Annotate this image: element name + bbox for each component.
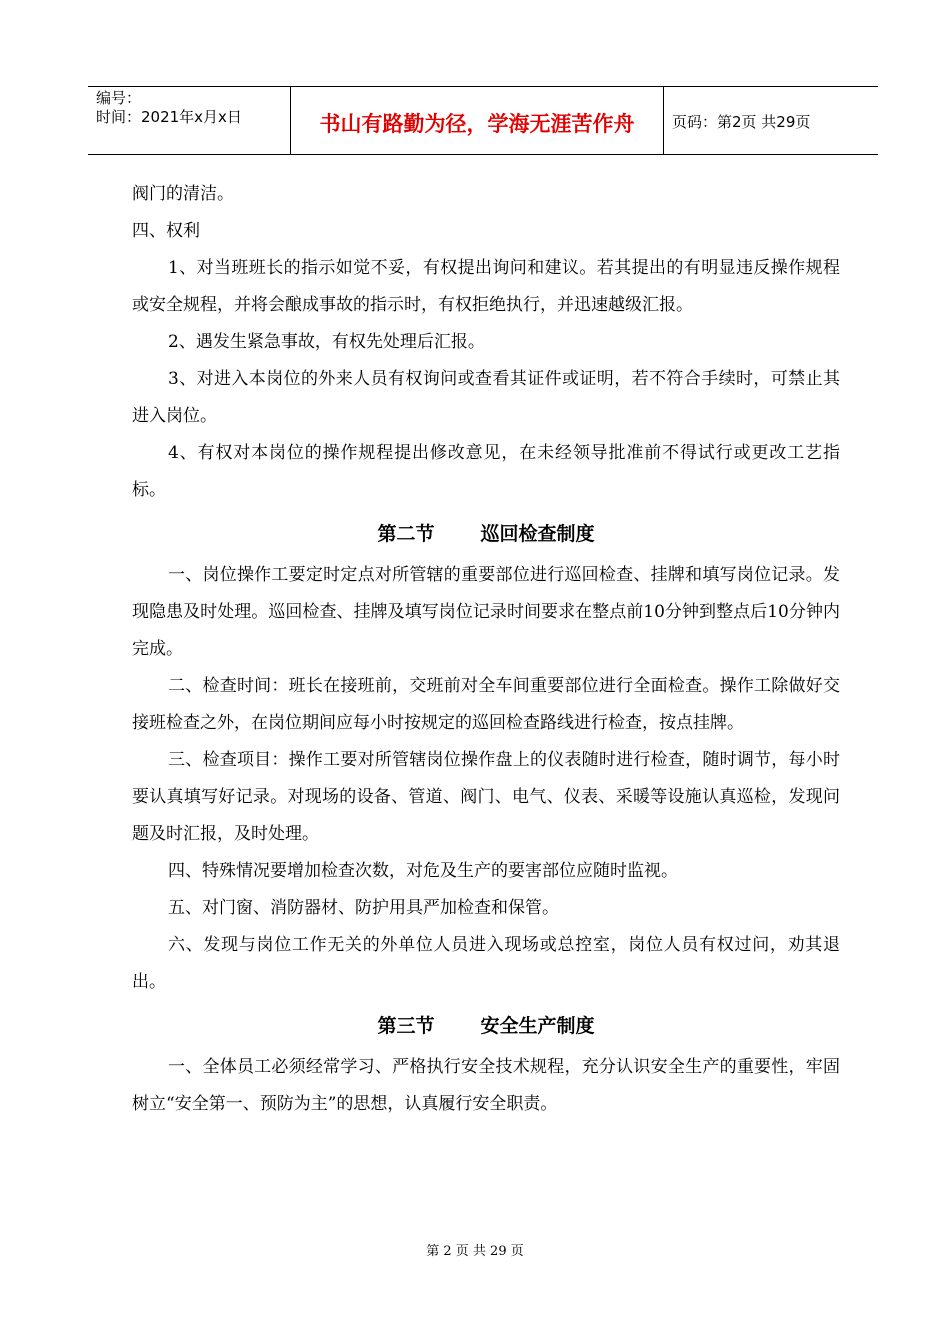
page-footer: 第 2 页 共 29 页 <box>426 1244 524 1259</box>
paragraph: 五、对门窗、消防器材、防护用具严加检查和保管。 <box>168 898 559 918</box>
paragraph: 2、遇发生紧急事故，有权先处理后汇报。 <box>168 332 485 352</box>
paragraph: 一、岗位操作工要定时定点对所管辖的重要部位进行巡回检查、挂牌和填写岗位记录。发现隐患及时处理。巡回检查、挂牌及填写岗位记录时间要求在整点前10分钟到整点后10分钟内完成。 <box>132 565 840 659</box>
time-label: 时间：2021年x月x日 <box>96 108 242 126</box>
section-number: 第二节 <box>377 523 435 545</box>
section-title-2 <box>132 513 840 555</box>
paragraph: 3、对进入本岗位的外来人员有权询问或查看其证件或证明，若不符合手续时，可禁止其进入岗位。 <box>132 369 840 426</box>
paragraph: 一、全体员工必须经常学习、严格执行安全技术规程，充分认识安全生产的重要性，牢固树立“安全第一、预防为主”的思想，认真履行安全职责。 <box>132 1057 840 1114</box>
document-header <box>88 86 878 155</box>
paragraph: 六、发现与岗位工作无关的外单位人员进入现场或总控室，岗位人员有权过问，劝其退出。 <box>132 935 840 992</box>
section-heading: 安全生产制度 <box>480 1015 595 1037</box>
paragraph: 阀门的清洁。 <box>132 184 234 204</box>
paragraph: 四、特殊情况要增加检查次数，对危及生产的要害部位应随时监视。 <box>168 861 678 881</box>
number-label: 编号： <box>96 89 142 107</box>
paragraph: 三、检查项目：操作工要对所管辖岗位操作盘上的仪表随时进行检查，随时调节，每小时要认真填写好记录。对现场的设备、管道、阀门、电气、仪表、采暖等设施认真巡检，发现问题及时汇报，及时处理。 <box>132 750 840 844</box>
paragraph: 二、检查时间：班长在接班前，交班前对全车间重要部位进行全面检查。操作工除做好交接班检查之外，在岗位期间应每小时按规定的巡回检查路线进行检查，按点挂牌。 <box>132 676 840 733</box>
header-meta-cell <box>88 87 291 154</box>
paragraph: 1、对当班班长的指示如觉不妥，有权提出询问和建议。若其提出的有明显违反操作规程或安全规程，并将会酿成事故的指示时，有权拒绝执行，并迅速越级汇报。 <box>132 258 840 315</box>
section-title-3 <box>132 1005 840 1047</box>
paragraph: 4、有权对本岗位的操作规程提出修改意见，在未经领导批准前不得试行或更改工艺指标。 <box>132 443 840 500</box>
motto-text: 书山有路勤为径，学海无涯苦作舟 <box>319 111 635 136</box>
section-heading: 巡回检查制度 <box>480 523 595 545</box>
page-info: 页码：第2页 共29页 <box>672 113 811 131</box>
header-motto-cell <box>291 87 664 154</box>
heading-rights: 四、权利 <box>132 221 200 241</box>
header-page-cell <box>664 87 878 154</box>
section-number: 第三节 <box>377 1015 435 1037</box>
document-body <box>132 176 840 1123</box>
